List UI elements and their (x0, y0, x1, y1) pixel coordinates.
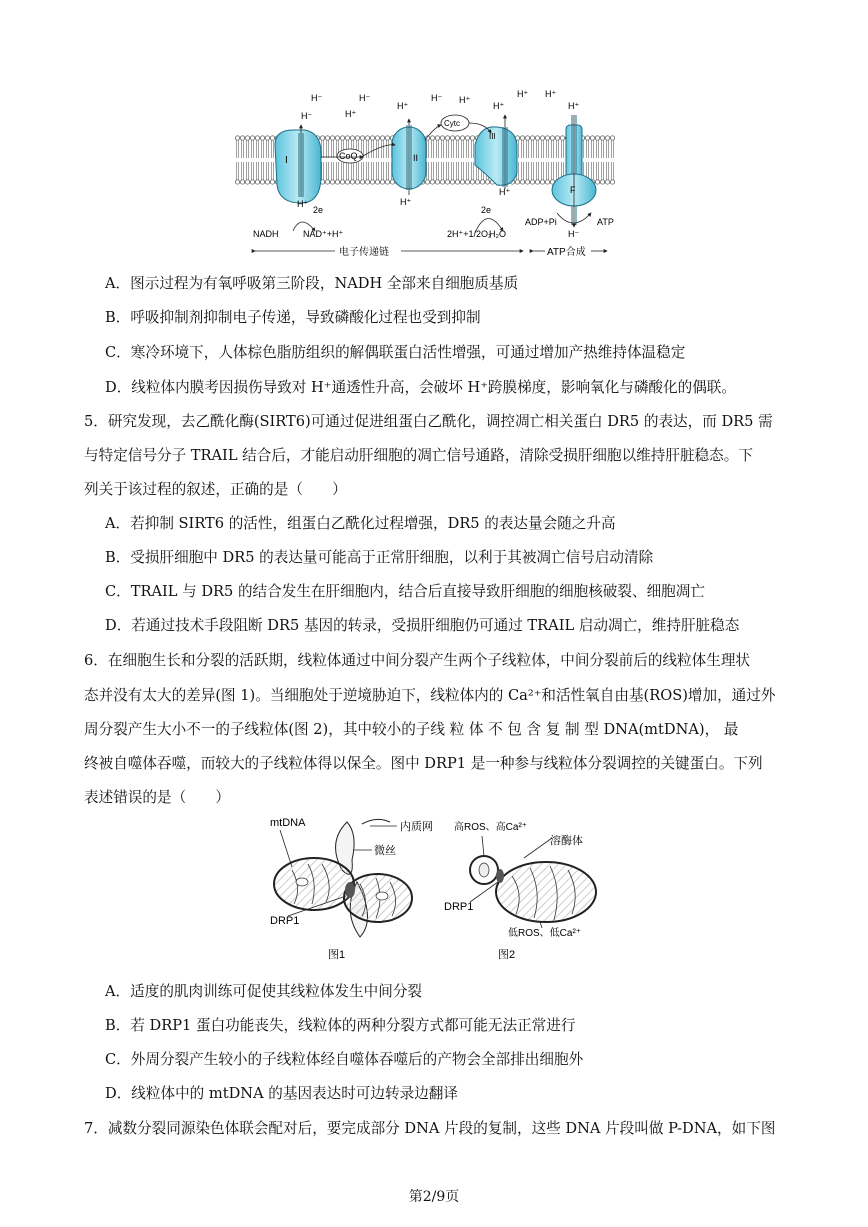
drp1-label-2: DRP1 (444, 901, 474, 913)
q7-stem-line: 7．减数分裂同源染色体联会配对后，要完成部分 DNA 片段的复制，这些 DNA 片段叫做 P-DNA，如下图 (84, 1120, 776, 1137)
h-ion: H⁺ (493, 101, 505, 111)
er-tube (362, 819, 390, 824)
h-ion: H⁻ (431, 93, 443, 103)
drp1-label: DRP1 (270, 915, 300, 927)
atp-label: ATP (597, 217, 614, 227)
oxygen-equation: 2H⁺+1/2O₂ (447, 229, 492, 239)
h-ion: H⁻ (301, 111, 313, 121)
drp1-ring-2 (496, 869, 504, 883)
adp-label: ADP+Pi (525, 217, 557, 227)
h-ion: H⁺ (397, 101, 409, 111)
cytc-label: Cytc (444, 119, 460, 128)
nad-label: NAD⁺+H⁺ (303, 229, 344, 239)
h-ion: H⁺ (345, 109, 357, 119)
figure1-caption: 图1 (328, 949, 346, 961)
electron-label: 2e (481, 205, 492, 215)
h-ion: H⁺ (545, 89, 557, 99)
q6-option-c[interactable]: C．外周分裂产生较小的子线粒体经自噬体吞噬后的产物会全部排出细胞外 (105, 1051, 584, 1068)
h-ion: H⁻ (311, 93, 323, 103)
lysosome-label: 溶酶体 (550, 835, 583, 847)
page-number: 第2/9页 (408, 1189, 460, 1205)
h-ion: H⁺ (499, 187, 511, 197)
h-ion: H⁺ (297, 199, 309, 209)
h-ion: H⁺ (568, 101, 580, 111)
atp-synthesis-label: ATP合成 (547, 247, 586, 258)
q4-option-c[interactable]: C．寒冷环境下，人体棕色脂肪组织的解偶联蛋白活性增强，可通过增加产热维持体温稳定 (105, 344, 686, 361)
h-ion: H⁺ (400, 197, 412, 207)
q6-option-a[interactable]: A．适度的肌肉训练可促使其线粒体发生中间分裂 (105, 983, 423, 1000)
q5-option-a[interactable]: A．若抑制 SIRT6 的活性，组蛋白乙酰化过程增强，DR5 的表达量会随之升高 (105, 515, 616, 532)
water-label: H₂O (489, 229, 506, 239)
electron-transport-figure (235, 85, 615, 260)
q5-stem-line: 列关于该过程的叙述，正确的是（ ） (84, 481, 347, 498)
q5-option-d[interactable]: D．若通过技术手段阻断 DR5 基因的转录，受损肝细胞仍可通过 TRAIL 启动凋亡，维持肝脏稳态 (105, 617, 740, 634)
mito-large (496, 862, 596, 922)
coq-label: CoQ (339, 151, 358, 161)
figure2-caption: 图2 (498, 949, 516, 961)
f1-label: F (570, 185, 576, 195)
complex-i-label: I (285, 155, 288, 166)
complex-ii-label: II (413, 153, 419, 163)
q6-option-b[interactable]: B．若 DRP1 蛋白功能丧失，线粒体的两种分裂方式都可能无法正常进行 (105, 1017, 576, 1034)
q6-stem-line: 周分裂产生大小不一的子线粒体(图 2)，其中较小的子线 粒 体 不 包 含 复 制 型 DNA(mtDNA)， 最 (84, 721, 739, 738)
q5-stem-line: 5．研究发现，去乙酰化酶(SIRT6)可通过促进组蛋白乙酰化，调控凋亡相关蛋白 DR5 的表达，而 DR5 需 (84, 413, 773, 430)
complex-i (275, 130, 321, 203)
q6-stem-line: 态并没有太大的差异(图 1)。当细胞处于逆境胁迫下，线粒体内的 Ca²⁺和活性氧自由基(ROS)增加，通过外 (84, 687, 776, 704)
h-ion: H⁻ (568, 229, 580, 239)
q6-stem-line: 终被自噬体吞噬，而较大的子线粒体得以保全。图中 DRP1 是一种参与线粒体分裂调控的关键蛋白。下列 (84, 755, 763, 772)
q6-stem-line: 6．在细胞生长和分裂的活跃期，线粒体通过中间分裂产生两个子线粒体，中间分裂前后的线粒体生理状 (84, 652, 751, 669)
q4-option-d[interactable]: D．线粒体内膜考因损伤导致对 H⁺通透性升高，会破坏 H⁺跨膜梯度，影响氧化与磷酸化的偶联。 (105, 379, 736, 396)
q4-option-a[interactable]: A．图示过程为有氧呼吸第三阶段，NADH 全部来自细胞质基质 (105, 275, 519, 292)
q6-option-d[interactable]: D．线粒体中的 mtDNA 的基因表达时可边转录边翻译 (105, 1085, 458, 1102)
low-ros-label: 低ROS、低Ca²⁺ (508, 928, 582, 939)
q6-stem-line: 表述错误的是（ ） (84, 789, 230, 806)
drp1-ring (345, 882, 355, 898)
high-ros-label: 高ROS、高Ca²⁺ (454, 822, 528, 833)
q5-option-c[interactable]: C．TRAIL 与 DR5 的结合发生在肝细胞内，结合后直接导致肝细胞的细胞核破裂、细胞凋亡 (105, 583, 705, 600)
er-label: 内质网 (400, 821, 433, 833)
q4-option-b[interactable]: B．呼吸抑制剂抑制电子传递，导致磷酸化过程也受到抑制 (105, 309, 481, 326)
mtdna-label: mtDNA (270, 817, 306, 829)
complex-iii-label: III (489, 132, 496, 141)
electron-chain-label: 电子传递链 (339, 247, 389, 258)
h-ion: H⁺ (459, 95, 471, 105)
electron-label: 2e (313, 205, 324, 215)
mitochondria-fission-figure (262, 812, 602, 962)
q5-option-b[interactable]: B．受损肝细胞中 DR5 的表达量可能高于正常肝细胞，以利于其被凋亡信号启动清除 (105, 549, 654, 566)
h-ion: H⁻ (359, 93, 371, 103)
q5-stem-line: 与特定信号分子 TRAIL 结合后，才能启动肝细胞的凋亡信号通路，清除受损肝细胞以维持肝脏稳态。下 (84, 447, 753, 464)
microfilament-label: 微丝 (374, 845, 396, 857)
h-ion: H⁺ (517, 89, 529, 99)
nadh-label: NADH (253, 229, 279, 239)
